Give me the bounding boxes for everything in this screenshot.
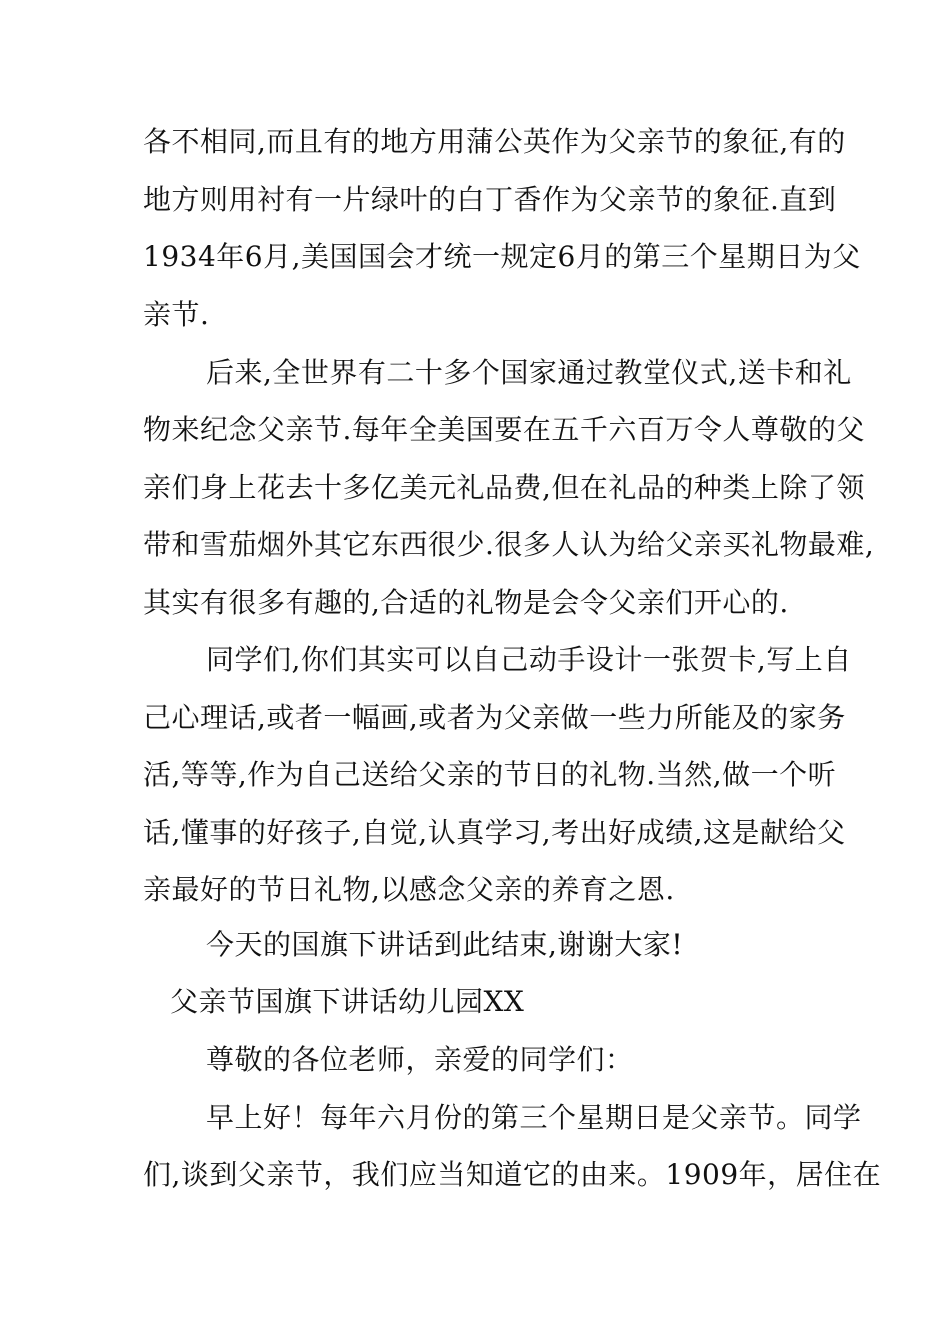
paragraph-first-line: 同学们,你们其实可以自己动手设计一张贺卡,写上自 [206, 643, 852, 676]
text-line: 各不相同,而且有的地方用蒲公英作为父亲节的象征,有的 [143, 125, 846, 158]
text-line: 们,谈到父亲节，我们应当知道它的由来。1909年，居住在 [143, 1158, 882, 1191]
text-line: 亲节. [143, 298, 210, 331]
text-line: 其实有很多有趣的,合适的礼物是会令父亲们开心的. [143, 586, 789, 619]
text-line: 己心理话,或者一幅画,或者为父亲做一些力所能及的家务 [143, 701, 846, 734]
text-line: 活,等等,作为自己送给父亲的节日的礼物.当然,做一个听 [143, 758, 837, 791]
paragraph-first-line: 早上好！每年六月份的第三个星期日是父亲节。同学 [206, 1101, 862, 1134]
text-line: 带和雪茄烟外其它东西很少.很多人认为给父亲买礼物最难, [143, 528, 875, 561]
text-line: 物来纪念父亲节.每年全美国要在五千六百万令人尊敬的父 [143, 413, 865, 446]
section-title: 父亲节国旗下讲话幼儿园XX [170, 985, 525, 1018]
text-line: 地方则用衬有一片绿叶的白丁香作为父亲节的象征.直到 [143, 183, 837, 216]
salutation: 尊敬的各位老师，亲爱的同学们： [206, 1043, 634, 1076]
text-line: 亲们身上花去十多亿美元礼品费,但在礼品的种类上除了领 [143, 471, 865, 504]
closing-line: 今天的国旗下讲话到此结束,谢谢大家! [206, 928, 684, 961]
text-line: 亲最好的节日礼物,以感念父亲的养育之恩. [143, 873, 675, 906]
paragraph-first-line: 后来,全世界有二十多个国家通过教堂仪式,送卡和礼 [206, 356, 852, 389]
text-line: 话,懂事的好孩子,自觉,认真学习,考出好成绩,这是献给父 [143, 816, 846, 849]
text-line: 1934年6月,美国国会才统一规定6月的第三个星期日为父 [143, 240, 861, 273]
